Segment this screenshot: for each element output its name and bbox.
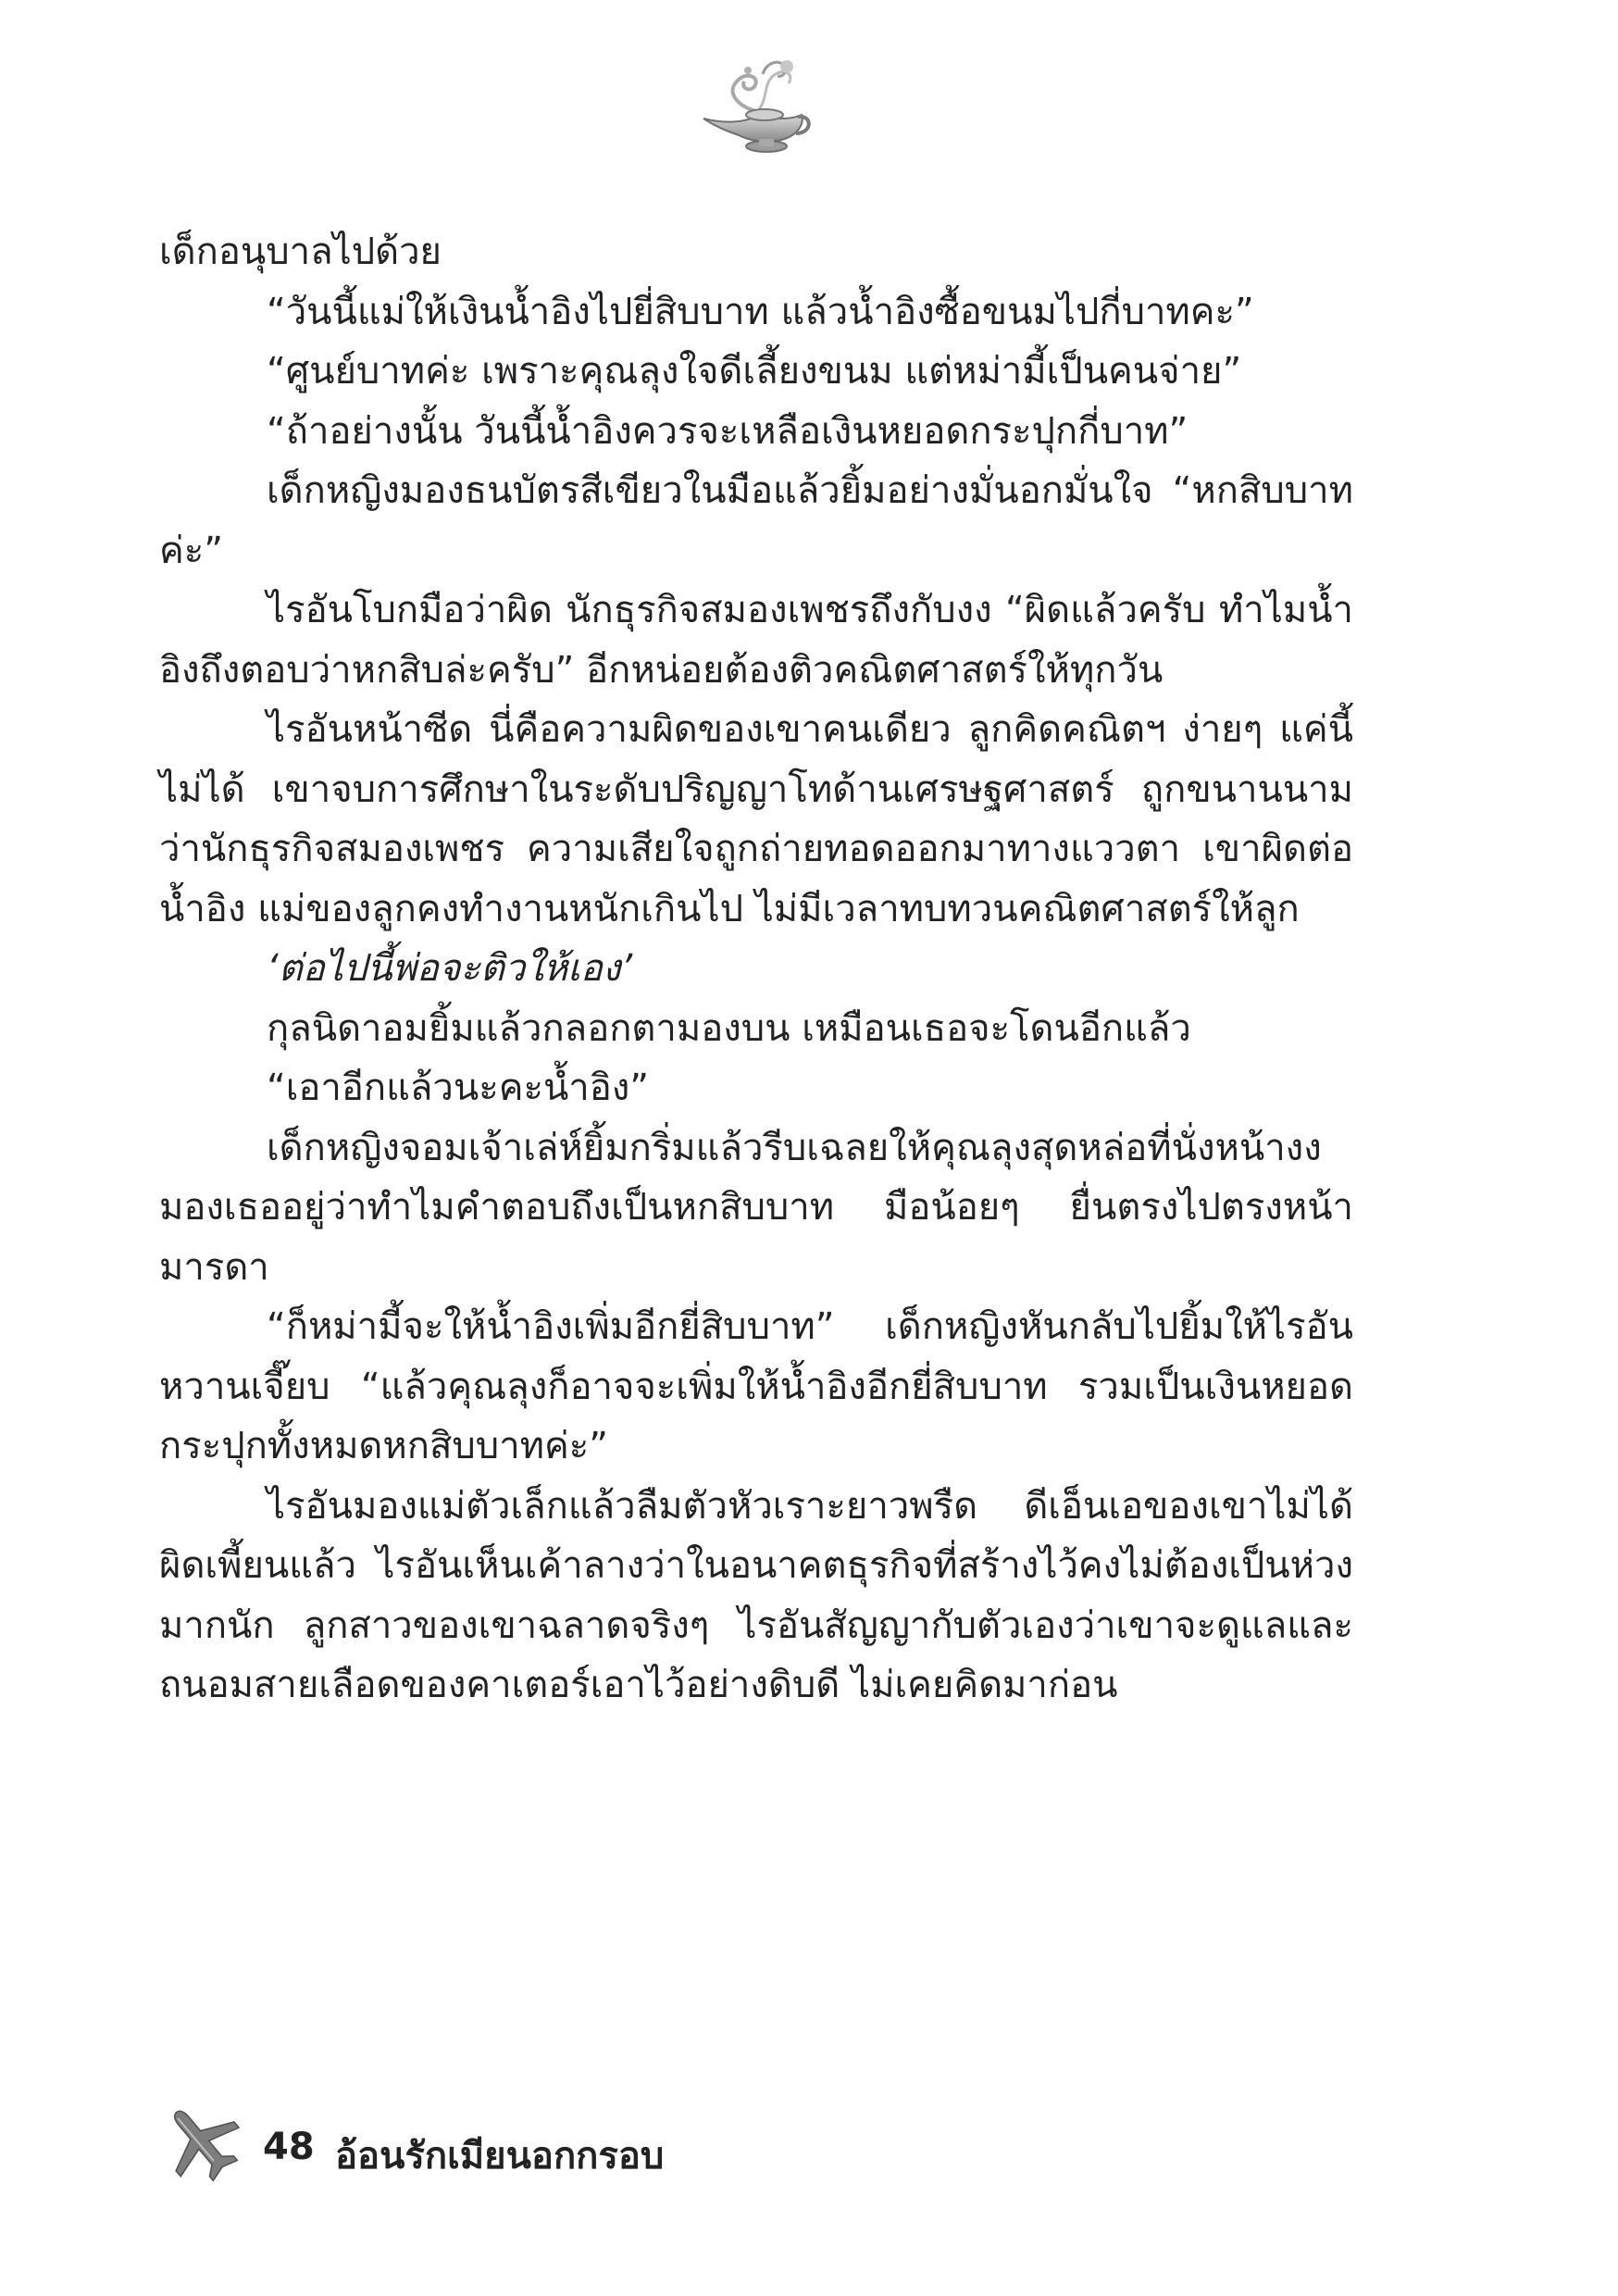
paragraph: เด็กหญิงจอมเจ้าเล่ห์ยิ้มกริ่มแล้วรีบเฉลยให้คุณลุงสุดหล่อที่นั่งหน้างงมองเธออยู่ว่าทำไมคำตอบถึงเป็นหกสิบบาท มือน้อยๆ ยื่นตรงไปตรงหน้ามารดา bbox=[159, 1126, 1353, 1289]
paragraph: ไรอันหน้าซีด นี่คือความผิดของเขาคนเดียว ลูกคิดคณิตฯ ง่ายๆ แค่นี้ไม่ได้ เขาจบการศึกษาในระดับปริญญาโทด้านเศรษฐศาสตร์ ถูกขนานนามว่านักธุรกิจสมองเพชร ความเสียใจถูกถ่ายทอดออกมาทางแววตา เขาผิดต่อน้ำอิง แม่ของลูกคงทำงานหนักเกินไป ไม่มีเวลาทบทวนคณิตศาสตร์ให้ลูก bbox=[159, 708, 1353, 930]
paragraph: “เอาอีกแล้วนะคะน้ำอิง” bbox=[267, 1067, 650, 1109]
book-title: อ้อนรักเมียนอกกรอบ bbox=[335, 2135, 665, 2177]
paragraph: “ศูนย์บาทค่ะ เพราะคุณลุงใจดีเลี้ยงขนม แต่หม่ามี้เป็นคนจ่าย” bbox=[267, 350, 1242, 393]
paragraph: ไรอันโบกมือว่าผิด นักธุรกิจสมองเพชรถึงกับงง “ผิดแล้วครับ ทำไมน้ำอิงถึงตอบว่าหกสิบล่ะครับ” อีกหน่อยต้องติวคณิตศาสตร์ให้ทุกวัน bbox=[159, 589, 1353, 692]
italic-thought: ‘ต่อไปนี้พ่อจะติวให้เอง’ bbox=[267, 947, 633, 990]
page-footer bbox=[159, 2100, 1085, 2183]
paragraph: “วันนี้แม่ให้เงินน้ำอิงไปยี่สิบบาท แล้วน้ำอิงซื้อขนมไปกี่บาทคะ” bbox=[267, 290, 1254, 333]
paragraph: “ถ้าอย่างนั้น วันนี้น้ำอิงควรจะเหลือเงินหยอดกระปุกกี่บาท” bbox=[267, 409, 1189, 453]
paragraph: เด็กอนุบาลไปด้วย bbox=[159, 231, 442, 273]
paragraph: ไรอันมองแม่ตัวเล็กแล้วลืมตัวหัวเราะยาวพรืด ดีเอ็นเอของเขาไม่ได้ผิดเพี้ยนแล้ว ไรอันเห็นเค้าลางว่าในอนาคตธุรกิจที่สร้างไว้คงไม่ต้องเป็นห่วงมากนัก ลูกสาวของเขาฉลาดจริงๆ ไรอันสัญญากับตัวเองว่าเขาจะดูแลและถนอมสายเลือดของคาเตอร์เอาไว้อย่างดิบดี ไม่เคยคิดมาก่อน bbox=[159, 1484, 1353, 1706]
paragraph: “ก็หม่ามี้จะให้น้ำอิงเพิ่มอีกยี่สิบบาท” เด็กหญิงหันกลับไปยิ้มให้ไรอันหวานเจี๊ยบ “แล้วคุณลุงก็อาจจะเพิ่มให้น้ำอิงอีกยี่สิบบาท รวมเป็นเงินหยอดกระปุกทั้งหมดหกสิบบาทค่ะ” bbox=[159, 1305, 1353, 1467]
paragraph: กุลนิดาอมยิ้มแล้วกลอกตามองบน เหมือนเธอจะโดนอีกแล้ว bbox=[267, 1006, 1191, 1050]
page-number: 48 bbox=[263, 2126, 315, 2168]
body-text bbox=[159, 222, 1353, 1716]
lamp-with-genie-icon bbox=[698, 54, 815, 156]
paragraph: เด็กหญิงมองธนบัตรสีเขียวในมือแล้วยิ้มอย่างมั่นอกมั่นใจ “หกสิบบาทค่ะ” bbox=[159, 469, 1353, 572]
airplane-icon bbox=[159, 2100, 243, 2183]
